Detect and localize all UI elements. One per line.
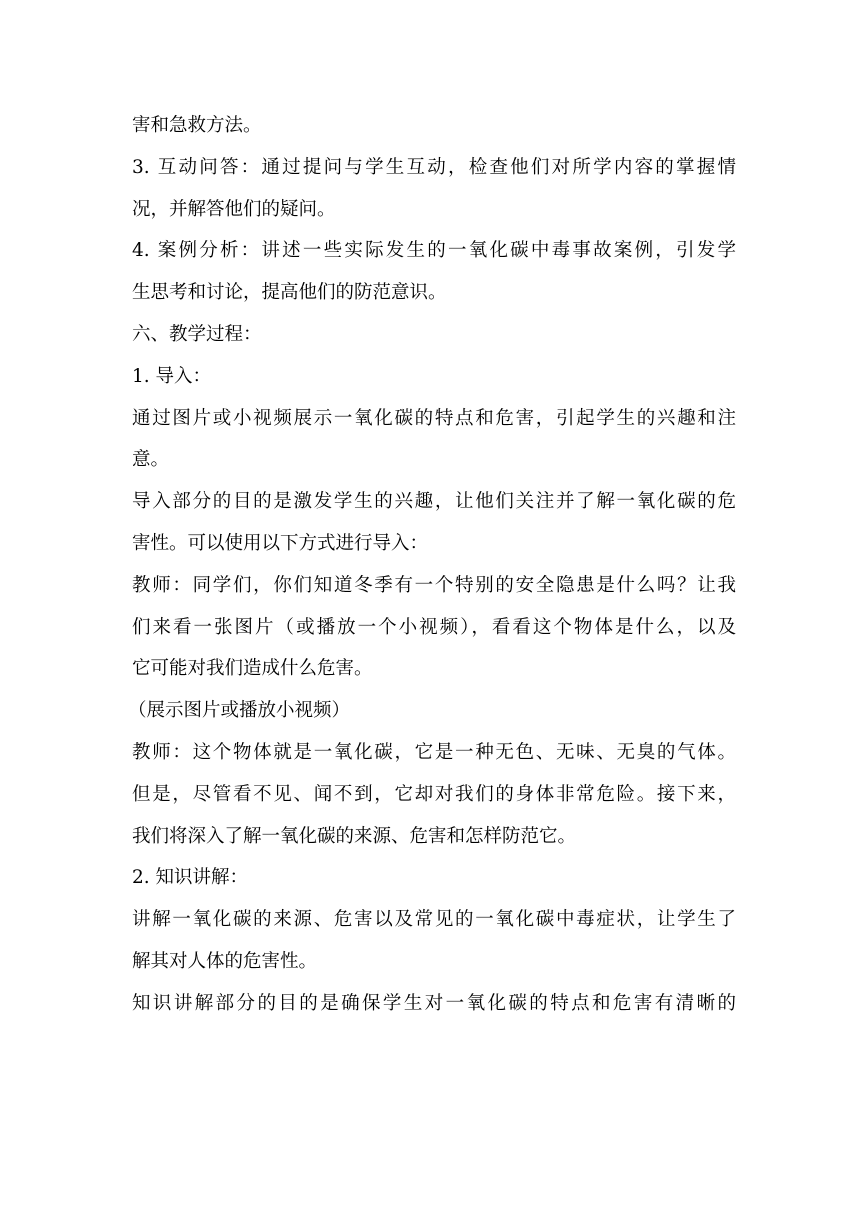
- text-line: 教师：这个物体就是一氧化碳，它是一种无色、无味、无臭的气体。: [132, 741, 736, 763]
- text-line: 通过图片或小视频展示一氧化碳的特点和危害，引起学生的兴趣和注: [132, 407, 736, 429]
- text-line: 害性。可以使用以下方式进行导入：: [132, 532, 429, 554]
- text-line: 3. 互动问答：通过提问与学生互动，检查他们对所学内容的掌握情: [132, 156, 736, 178]
- text-line: 我们将深入了解一氧化碳的来源、危害和怎样防范它。: [132, 825, 577, 847]
- text-line: 导入部分的目的是激发学生的兴趣，让他们关注并了解一氧化碳的危: [132, 491, 736, 513]
- text-line: 害和急救方法。: [132, 115, 262, 136]
- text-line: （展示图片或播放小视频）: [128, 700, 351, 722]
- section-heading: 六、教学过程：: [132, 323, 262, 345]
- text-line: 讲解一氧化碳的来源、危害以及常见的一氧化碳中毒症状，让学生了: [132, 909, 736, 931]
- document-body: [128, 105, 736, 1025]
- text-line: 但是，尽管看不见、闻不到，它却对我们的身体非常危险。接下来，: [132, 783, 736, 805]
- text-line: 意。: [132, 449, 170, 471]
- text-line: 4. 案例分析：讲述一些实际发生的一氧化碳中毒事故案例，引发学: [132, 240, 736, 262]
- subsection-heading: 2. 知识讲解：: [132, 867, 249, 889]
- text-line: 知识讲解部分的目的是确保学生对一氧化碳的特点和危害有清晰的: [132, 992, 736, 1014]
- text-line: 况，并解答他们的疑问。: [132, 198, 336, 220]
- text-line: 它可能对我们造成什么危害。: [132, 658, 373, 680]
- text-line: 们来看一张图片（或播放一个小视频），看看这个物体是什么，以及: [132, 616, 736, 638]
- text-line: 教师：同学们，你们知道冬季有一个特别的安全隐患是什么吗？让我: [132, 574, 736, 596]
- text-line: 解其对人体的危害性。: [132, 950, 318, 972]
- subsection-heading: 1. 导入：: [132, 365, 212, 387]
- text-line: 生思考和讨论，提高他们的防范意识。: [132, 282, 447, 304]
